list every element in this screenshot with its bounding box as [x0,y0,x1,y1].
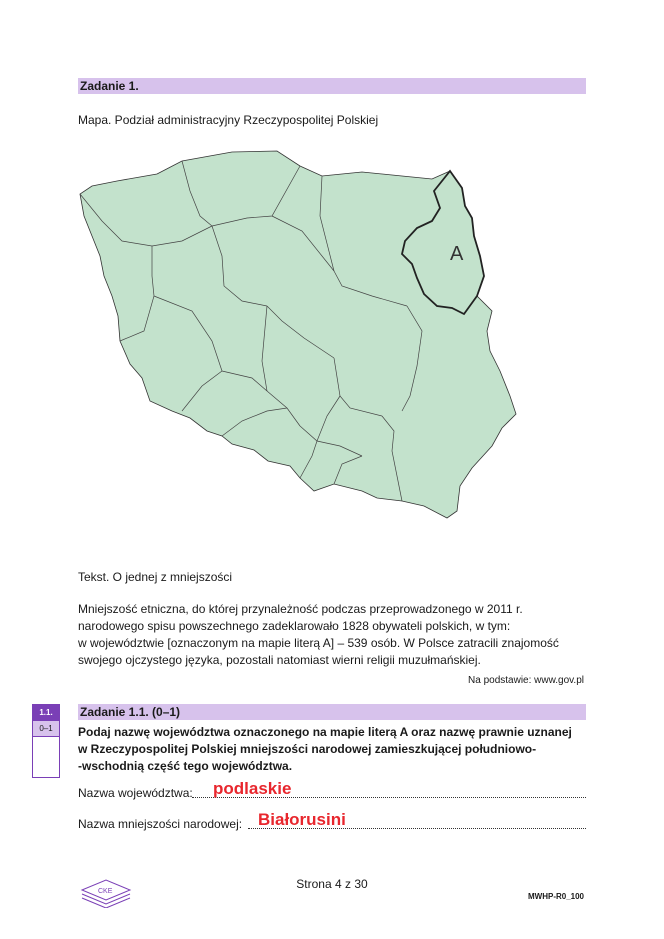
section-title: Zadanie 1. [80,79,139,93]
instruction-line: Podaj nazwę województwa oznaczonego na mapie literą A oraz nazwę prawnie uznanej [78,725,572,739]
instruction-line: -wschodnią część tego województwa. [78,759,293,773]
task-title: Zadanie 1.1. (0–1) [80,705,181,719]
paragraph-line: Mniejszość etniczna, do której przynależność podczas przeprowadzonego w 2011 r. [78,602,523,616]
source-note: Na podstawie: www.gov.pl [468,675,584,686]
answer-minority-value: Białorusini [258,810,346,829]
paragraph-line: narodowego spisu powszechnego zadeklarowało 1828 obywateli polskich, w tym: [78,619,511,633]
paragraph-line: swojego ojczystego języka, pozostali natomiast wierni religii muzułmańskiej. [78,653,481,667]
task-points: 0–1 [33,721,59,737]
region-a-label: A [450,243,464,265]
score-box [32,704,60,778]
poland-map [72,146,522,556]
document-code: MWHP-R0_100 [527,892,584,901]
answer-minority-label: Nazwa mniejszości narodowej: [78,817,243,831]
task-instructions [78,724,590,775]
text-paragraph [78,601,588,669]
score-field[interactable] [33,737,59,777]
task-header [78,704,586,720]
paragraph-line: w województwie [oznaczonym na mapie literą A] – 539 osób. W Polsce zatracili znajomość [78,636,559,650]
map-caption: Mapa. Podział administracyjny Rzeczypospolitej Polskiej [78,113,379,127]
answer-voivodeship-label: Nazwa województwa: [78,786,193,800]
answer-voivodeship[interactable] [78,779,586,800]
text-caption: Tekst. O jednej z mniejszości [78,570,233,584]
logo-text: CKE [98,888,113,895]
answer-voivodeship-value: podlaskie [213,779,292,798]
answer-minority[interactable] [78,810,586,831]
section-header [78,78,586,94]
country-outline [80,151,516,518]
page-number: Strona 4 z 30 [296,877,368,891]
instruction-line: w Rzeczypospolitej Polskiej mniejszości narodowej zamieszkującej południowo- [78,742,537,756]
task-number: 1.1. [33,705,59,721]
